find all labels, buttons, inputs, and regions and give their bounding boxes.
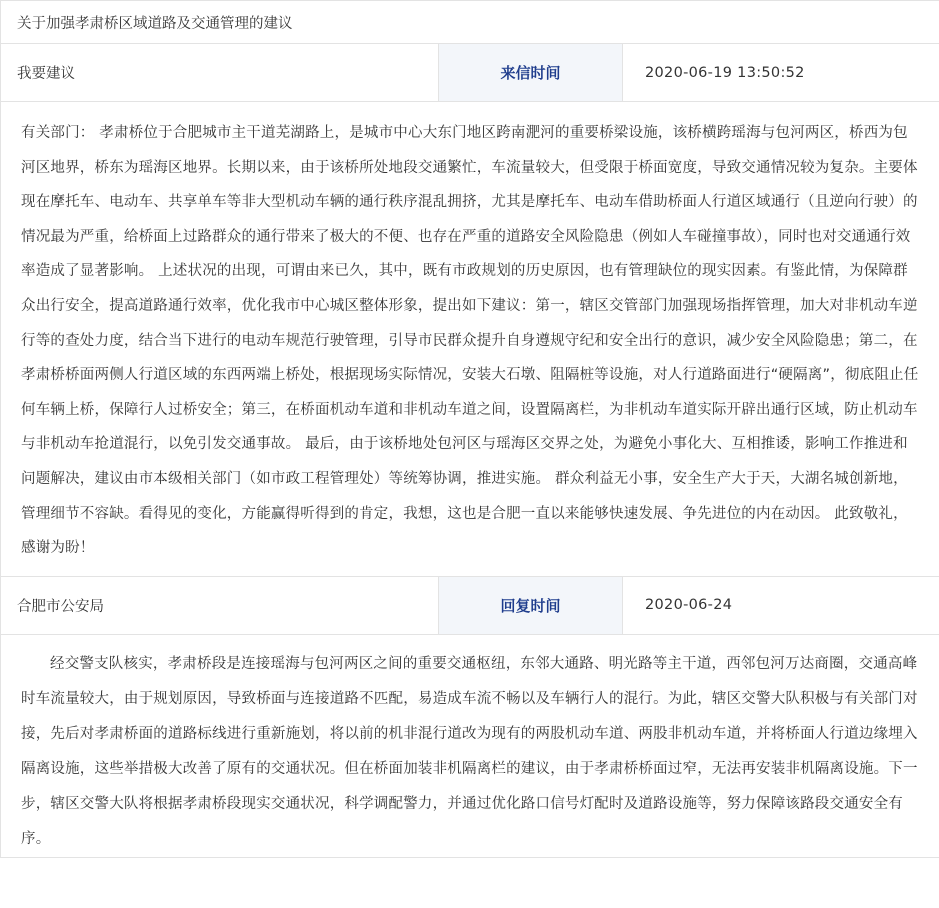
reply-time-value: 2020-06-24 <box>623 576 939 634</box>
message-title: 关于加强孝肃桥区域道路及交通管理的建议 <box>1 1 939 44</box>
letter-time-label: 来信时间 <box>439 44 623 102</box>
reply-content-row <box>1 634 939 857</box>
letter-time-value: 2020-06-19 13:50:52 <box>623 44 939 102</box>
letter-category: 我要建议 <box>1 44 439 102</box>
title-row <box>1 1 939 44</box>
letter-content: 有关部门： 孝肃桥位于合肥城市主干道芜湖路上，是城市中心大东门地区跨南淝河的重要桥梁设施，该桥横跨瑶海与包河两区，桥西为包河区地界，桥东为瑶海区地界。长期以来，由于该桥所处地段交通繁忙，车流量较大，但受限于桥面宽度，导致交通情况较为复杂。主要体现在摩托车、电动车、共享单车等非大型机动车辆的通行秩序混乱拥挤，尤其是摩托车、电动车借助桥面人行道区域通行（且逆向行驶）的情况最为严重，给桥面上过路群众的通行带来了极大的不便、也存在严重的道路安全风险隐患（例如人车碰撞事故），同时也对交通通行效率造成了显著影响。 上述状况的出现，可谓由来已久，其中，既有市政规划的历史原因，也有管理缺位的现实因素。有鉴此情，为保障群众出行安全，提高道路通行效率，优化我市中心城区整体形象，提出如下建议：第一，辖区交管部门加强现场指挥管理，加大对非机动车逆行等的查处力度，结合当下进行的电动车规范行驶管理，引导市民群众提升自身遵规守纪和安全出行的意识，减少安全风险隐患；第二，在孝肃桥桥面两侧人行道区域的东西两端上桥处，根据现场实际情况，安装大石墩、阻隔桩等设施，对人行道路面进行“硬隔离”，彻底阻止任何车辆上桥，保障行人过桥安全；第三，在桥面机动车道和非机动车道之间，设置隔离栏，为非机动车道实际开辟出通行区域，防止机动车与非机动车抢道混行，以免引发交通事故。 最后，由于该桥地处包河区与瑶海区交界之处，为避免小事化大、互相推诿，影响工作推进和问题解决，建议由市本级相关部门（如市政工程管理处）等统筹协调，推进实施。 群众利益无小事，安全生产大于天，大湖名城创新地，管理细节不容缺。看得见的变化，方能赢得听得到的肯定，我想，这也是合肥一直以来能够快速发展、争先进位的内在动因。 此致敬礼，感谢为盼！ <box>1 102 939 577</box>
reply-content: 经交警支队核实，孝肃桥段是连接瑶海与包河两区之间的重要交通枢纽，东邻大通路、明光路等主干道，西邻包河万达商圈，交通高峰时车流量较大，由于规划原因，导致桥面与连接道路不匹配，易造成车流不畅以及车辆行人的混行。为此，辖区交警大队积极与有关部门对接，先后对孝肃桥面的道路标线进行重新施划，将以前的机非混行道改为现有的两股机动车道、两股非机动车道，并将桥面人行道边缘埋入隔离设施，这些举措极大改善了原有的交通状况。但在桥面加装非机隔离栏的建议，由于孝肃桥桥面过窄，无法再安装非机隔离设施。下一步，辖区交警大队将根据孝肃桥段现实交通状况，科学调配警力，并通过优化路口信号灯配时及道路设施等，努力保障该路段交通安全有序。 <box>1 634 939 857</box>
letter-meta-row <box>1 44 939 102</box>
letter-content-row <box>1 102 939 577</box>
reply-meta-row <box>1 576 939 634</box>
reply-time-label: 回复时间 <box>439 576 623 634</box>
reply-department: 合肥市公安局 <box>1 576 439 634</box>
